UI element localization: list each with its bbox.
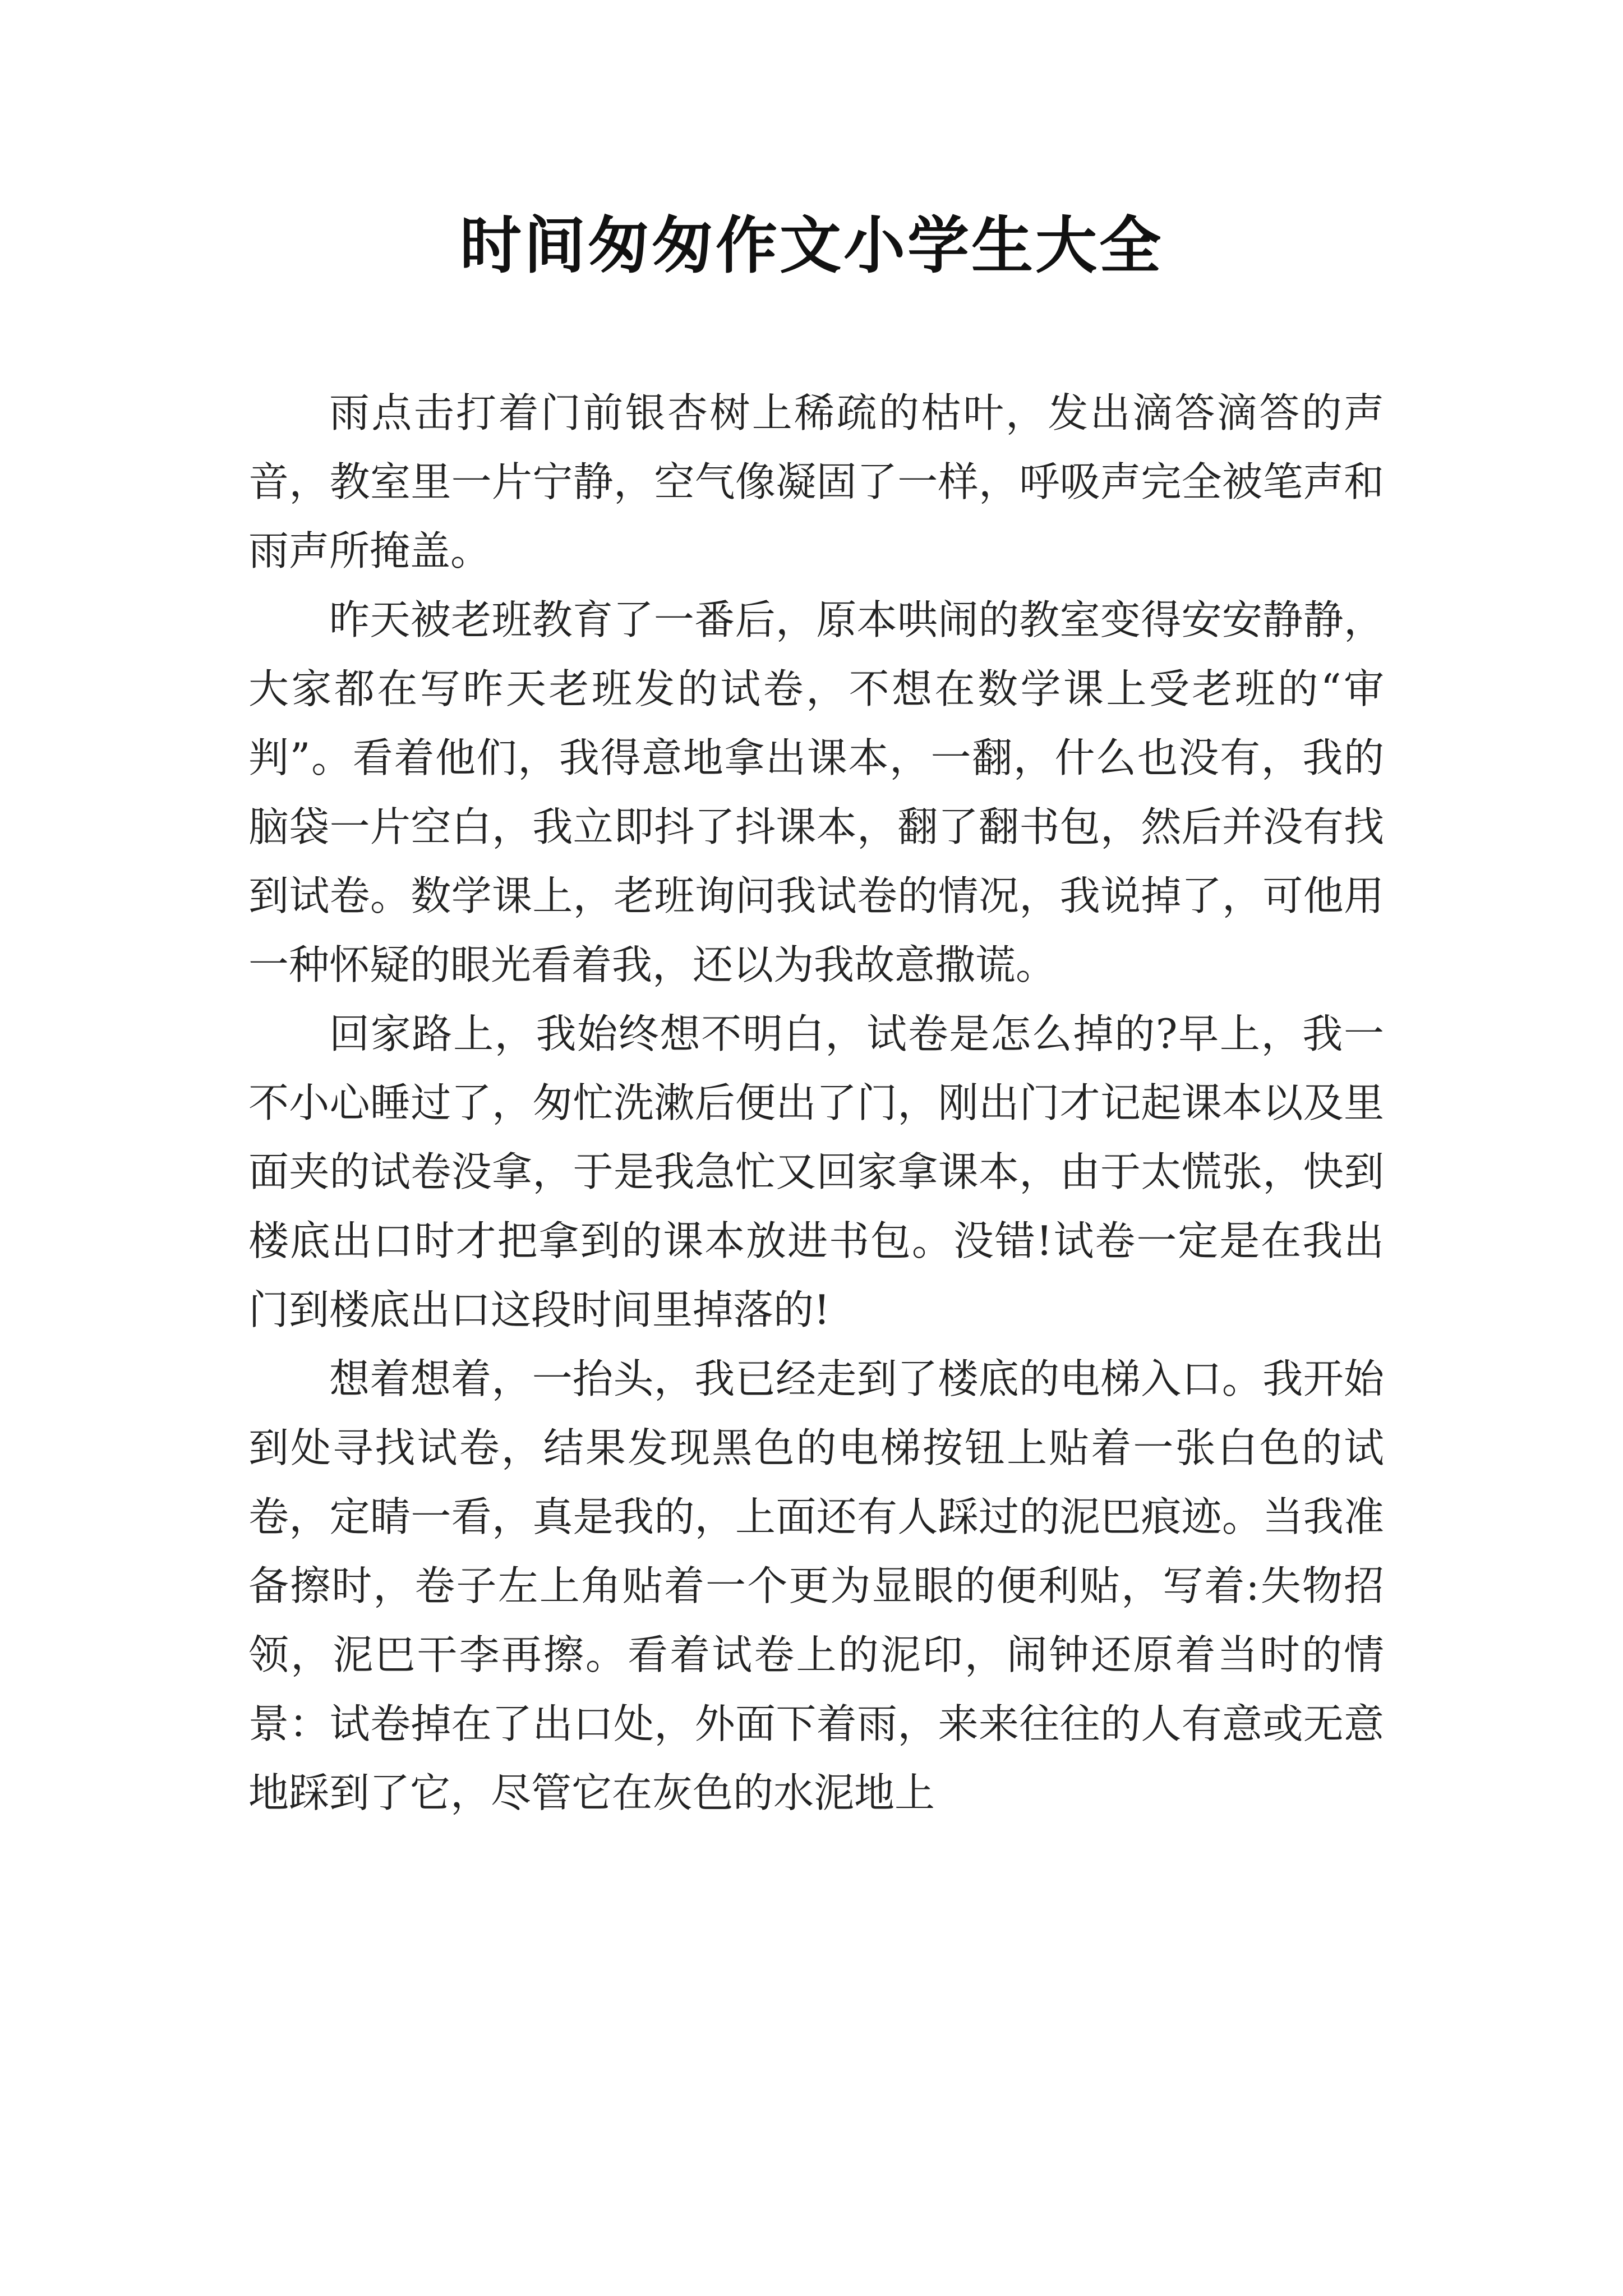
paragraph: 想着想着，一抬头，我已经走到了楼底的电梯入口。我开始到处寻找试卷，结果发现黑色的电梯按钮上贴着一张白色的试卷，定睛一看，真是我的，上面还有人踩过的泥巴痕迹。当我准备擦时，卷子左上角贴着一个更为显眼的便利贴，写着:失物招领，泥巴干李再擦。看着试卷上的泥印，闹钟还原着当时的情景：试卷掉在了出口处，外面下着雨，来来往往的人有意或无意地踩到了它，尽管它在灰色的水泥地上 [248,1355,1384,1816]
paragraph: 雨点击打着门前银杏树上稀疏的枯叶，发出滴答滴答的声音，教室里一片宁静，空气像凝固了一样，呼吸声完全被笔声和雨声所掩盖。 [248,389,1384,574]
paragraph: 回家路上，我始终想不明白，试卷是怎么掉的?早上，我一不小心睡过了，匆忙洗漱后便出了门，刚出门才记起课本以及里面夹的试卷没拿，于是我急忙又回家拿课本，由于太慌张，快到楼底出口时才把拿到的课本放进书包。没错!试卷一定是在我出门到楼底出口这段时间里掉落的! [248,1010,1384,1333]
document-body [248,379,1384,1828]
paragraph: 昨天被老班教育了一番后，原本哄闹的教室变得安安静静，大家都在写昨天老班发的试卷，不想在数学课上受老班的“审判”。看着他们，我得意地拿出课本，一翻，什么也没有，我的脑袋一片空白，我立即抖了抖课本，翻了翻书包，然后并没有找到试卷。数学课上，老班询问我试卷的情况，我说掉了，可他用一种怀疑的眼光看着我，还以为我故意撒谎。 [248,596,1384,988]
document-title: 时间匆匆作文小学生大全 [460,209,1163,282]
